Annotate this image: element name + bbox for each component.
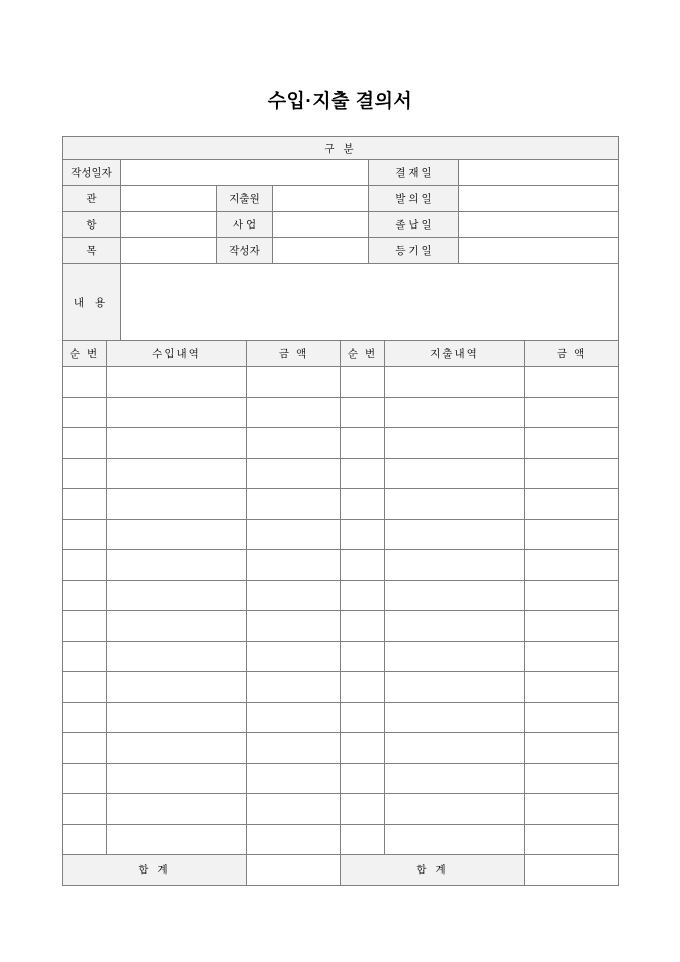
cell-income-desc[interactable] — [107, 611, 247, 642]
cell-income-no[interactable] — [63, 702, 107, 733]
cell-expense-no[interactable] — [341, 397, 385, 428]
field-total-expense[interactable] — [525, 855, 619, 886]
cell-expense-desc[interactable] — [385, 641, 525, 672]
cell-expense-no[interactable] — [341, 367, 385, 398]
column-header-expense-amount: 금 액 — [525, 341, 619, 367]
table-row — [63, 672, 619, 703]
label-disbursement-officer: 지출원 — [217, 186, 273, 212]
field-register-date[interactable] — [459, 238, 619, 264]
cell-expense-amount[interactable] — [525, 397, 619, 428]
cell-expense-amount[interactable] — [525, 641, 619, 672]
cell-expense-desc[interactable] — [385, 519, 525, 550]
column-header-income-amount: 금 액 — [247, 341, 341, 367]
cell-expense-desc[interactable] — [385, 397, 525, 428]
table-row — [63, 212, 619, 238]
cell-income-desc[interactable] — [107, 458, 247, 489]
cell-income-desc[interactable] — [107, 824, 247, 855]
cell-expense-amount[interactable] — [525, 367, 619, 398]
table-row — [63, 824, 619, 855]
field-approval-date[interactable] — [459, 160, 619, 186]
cell-expense-amount[interactable] — [525, 733, 619, 764]
cell-income-no[interactable] — [63, 824, 107, 855]
table-row — [63, 550, 619, 581]
label-author: 작성자 — [217, 238, 273, 264]
cell-expense-desc[interactable] — [385, 550, 525, 581]
cell-income-amount[interactable] — [247, 397, 341, 428]
cell-expense-no[interactable] — [341, 489, 385, 520]
field-total-income[interactable] — [247, 855, 341, 886]
cell-income-desc[interactable] — [107, 428, 247, 459]
cell-income-no[interactable] — [63, 489, 107, 520]
cell-expense-no[interactable] — [341, 428, 385, 459]
cell-expense-desc[interactable] — [385, 672, 525, 703]
field-author[interactable] — [273, 238, 369, 264]
table-row — [63, 238, 619, 264]
cell-expense-desc[interactable] — [385, 580, 525, 611]
label-approval-date: 결 재 일 — [369, 160, 459, 186]
cell-income-amount[interactable] — [247, 489, 341, 520]
cell-expense-amount[interactable] — [525, 580, 619, 611]
cell-income-no[interactable] — [63, 794, 107, 825]
cell-income-desc[interactable] — [107, 702, 247, 733]
label-mok: 목 — [63, 238, 121, 264]
cell-expense-amount[interactable] — [525, 702, 619, 733]
cell-income-desc[interactable] — [107, 672, 247, 703]
label-register-date: 등 기 일 — [369, 238, 459, 264]
cell-expense-amount[interactable] — [525, 672, 619, 703]
cell-expense-no[interactable] — [341, 519, 385, 550]
column-header-expense-no: 순 번 — [341, 341, 385, 367]
cell-expense-desc[interactable] — [385, 763, 525, 794]
cell-income-amount[interactable] — [247, 672, 341, 703]
table-row — [63, 397, 619, 428]
cell-income-no[interactable] — [63, 550, 107, 581]
cell-income-no[interactable] — [63, 428, 107, 459]
field-hang[interactable] — [121, 212, 217, 238]
table-row — [63, 580, 619, 611]
cell-expense-amount[interactable] — [525, 428, 619, 459]
cell-income-no[interactable] — [63, 397, 107, 428]
cell-income-no[interactable] — [63, 611, 107, 642]
column-header-expense-desc: 지출내역 — [385, 341, 525, 367]
cell-income-no[interactable] — [63, 519, 107, 550]
cell-income-no[interactable] — [63, 733, 107, 764]
cell-expense-no[interactable] — [341, 458, 385, 489]
label-gwan: 관 — [63, 186, 121, 212]
cell-expense-amount[interactable] — [525, 763, 619, 794]
table-row — [63, 489, 619, 520]
cell-expense-no[interactable] — [341, 672, 385, 703]
cell-expense-no[interactable] — [341, 794, 385, 825]
table-total-row — [63, 855, 619, 886]
table-row — [63, 458, 619, 489]
table-row — [63, 160, 619, 186]
table-row — [63, 794, 619, 825]
cell-expense-amount[interactable] — [525, 458, 619, 489]
table-row — [63, 763, 619, 794]
field-content[interactable] — [121, 264, 619, 341]
cell-income-desc[interactable] — [107, 550, 247, 581]
cell-income-no[interactable] — [63, 672, 107, 703]
label-total-income: 합 계 — [63, 855, 247, 886]
cell-expense-no[interactable] — [341, 580, 385, 611]
table-row — [63, 186, 619, 212]
cell-income-amount[interactable] — [247, 641, 341, 672]
info-table — [62, 136, 619, 341]
cell-expense-desc[interactable] — [385, 733, 525, 764]
cell-expense-no[interactable] — [341, 824, 385, 855]
label-creation-date: 작성일자 — [63, 160, 121, 186]
table-row — [63, 264, 619, 341]
cell-income-no[interactable] — [63, 580, 107, 611]
field-payment-date[interactable] — [459, 212, 619, 238]
cell-expense-amount[interactable] — [525, 824, 619, 855]
cell-expense-no[interactable] — [341, 702, 385, 733]
cell-income-amount[interactable] — [247, 763, 341, 794]
cell-income-desc[interactable] — [107, 794, 247, 825]
field-gwan[interactable] — [121, 186, 217, 212]
cell-expense-amount[interactable] — [525, 611, 619, 642]
label-content: 내 용 — [63, 264, 121, 341]
cell-expense-amount[interactable] — [525, 489, 619, 520]
field-mok[interactable] — [121, 238, 217, 264]
page-title: 수입·지출 결의서 — [267, 91, 413, 112]
table-row — [63, 137, 619, 160]
table-row — [63, 611, 619, 642]
cell-expense-desc[interactable] — [385, 458, 525, 489]
cell-income-amount[interactable] — [247, 519, 341, 550]
table-row — [63, 519, 619, 550]
cell-income-amount[interactable] — [247, 733, 341, 764]
cell-expense-no[interactable] — [341, 733, 385, 764]
cell-income-desc[interactable] — [107, 580, 247, 611]
label-project: 사 업 — [217, 212, 273, 238]
field-creation-date[interactable] — [121, 160, 369, 186]
cell-income-desc[interactable] — [107, 763, 247, 794]
field-disbursement-officer[interactable] — [273, 186, 369, 212]
cell-expense-desc[interactable] — [385, 702, 525, 733]
cell-income-amount[interactable] — [247, 458, 341, 489]
cell-income-desc[interactable] — [107, 397, 247, 428]
table-header-row — [63, 341, 619, 367]
cell-income-amount[interactable] — [247, 794, 341, 825]
detail-table — [62, 340, 619, 886]
cell-income-desc[interactable] — [107, 733, 247, 764]
cell-expense-amount[interactable] — [525, 794, 619, 825]
cell-income-amount[interactable] — [247, 611, 341, 642]
cell-expense-desc[interactable] — [385, 794, 525, 825]
cell-income-desc[interactable] — [107, 519, 247, 550]
label-total-expense: 합 계 — [341, 855, 525, 886]
cell-income-desc[interactable] — [107, 489, 247, 520]
cell-income-amount[interactable] — [247, 580, 341, 611]
field-proposal-date[interactable] — [459, 186, 619, 212]
table-row — [63, 733, 619, 764]
cell-income-amount[interactable] — [247, 428, 341, 459]
column-header-income-desc: 수입내역 — [107, 341, 247, 367]
cell-expense-desc[interactable] — [385, 824, 525, 855]
cell-expense-desc[interactable] — [385, 489, 525, 520]
field-project[interactable] — [273, 212, 369, 238]
cell-income-amount[interactable] — [247, 702, 341, 733]
cell-expense-desc[interactable] — [385, 611, 525, 642]
cell-expense-no[interactable] — [341, 550, 385, 581]
table-row — [63, 367, 619, 398]
label-payment-date: 졸 납 일 — [369, 212, 459, 238]
cell-income-no[interactable] — [63, 641, 107, 672]
cell-income-amount[interactable] — [247, 824, 341, 855]
cell-expense-desc[interactable] — [385, 428, 525, 459]
section-header-gubun: 구 분 — [63, 137, 619, 160]
table-row — [63, 428, 619, 459]
cell-expense-amount[interactable] — [525, 519, 619, 550]
column-header-income-no: 순 번 — [63, 341, 107, 367]
table-row — [63, 641, 619, 672]
label-proposal-date: 발 의 일 — [369, 186, 459, 212]
cell-income-amount[interactable] — [247, 550, 341, 581]
table-row — [63, 702, 619, 733]
cell-expense-amount[interactable] — [525, 550, 619, 581]
cell-income-no[interactable] — [63, 458, 107, 489]
cell-income-amount[interactable] — [247, 367, 341, 398]
label-hang: 항 — [63, 212, 121, 238]
cell-expense-desc[interactable] — [385, 367, 525, 398]
cell-income-desc[interactable] — [107, 641, 247, 672]
cell-income-desc[interactable] — [107, 367, 247, 398]
cell-expense-no[interactable] — [341, 763, 385, 794]
cell-expense-no[interactable] — [341, 611, 385, 642]
cell-income-no[interactable] — [63, 763, 107, 794]
cell-income-no[interactable] — [63, 367, 107, 398]
cell-expense-no[interactable] — [341, 641, 385, 672]
